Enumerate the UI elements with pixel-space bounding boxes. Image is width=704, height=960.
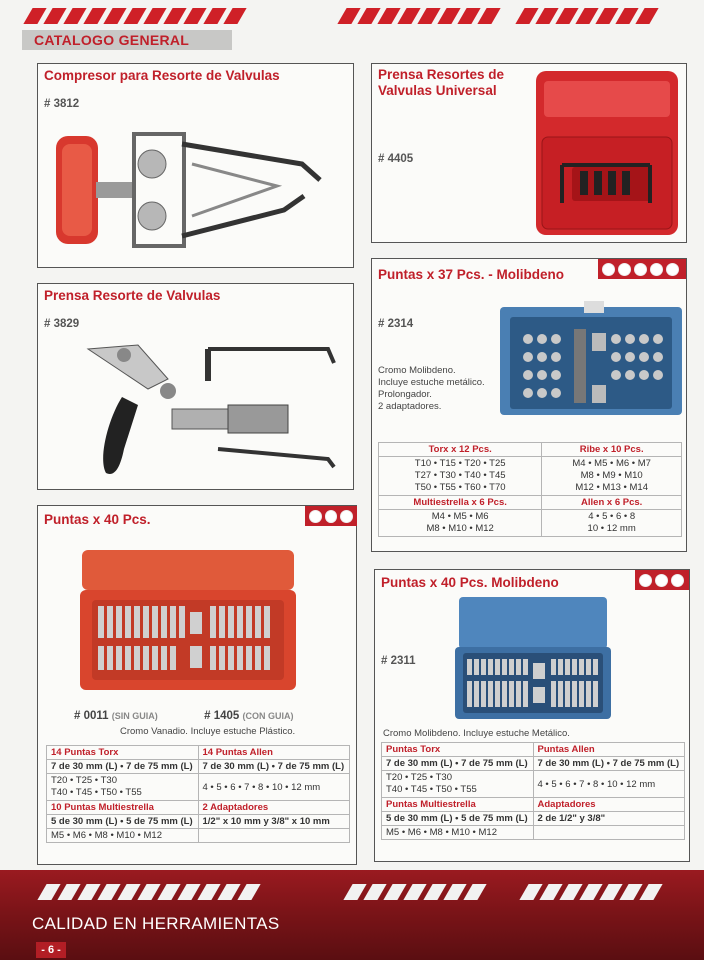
multiestrella-sizes: M5 • M6 • M8 • M10 • M12 bbox=[47, 829, 199, 843]
allen-lengths: 7 de 30 mm (L) • 7 de 75 mm (L) bbox=[533, 757, 685, 771]
product-title: Puntas x 37 Pcs. - Molibdeno bbox=[378, 267, 565, 282]
top-stripe-middle bbox=[342, 8, 496, 24]
product-description: Cromo Vanadio. Incluye estuche Plástico. bbox=[120, 726, 296, 737]
empty-cell bbox=[198, 829, 350, 843]
value-line: T20 • T25 • T30 bbox=[386, 772, 452, 783]
col-header-torx: Torx x 12 Pcs. bbox=[379, 443, 542, 457]
footer-stripe-left bbox=[42, 884, 256, 900]
col-header-multiestrella: Puntas Multiestrella bbox=[382, 798, 534, 812]
star-badge-icon bbox=[655, 574, 668, 587]
star-badge-icon bbox=[639, 574, 652, 587]
value-line: M4 • M5 • M6 • M7 bbox=[572, 458, 651, 469]
value-line: T40 • T45 • T50 • T55 bbox=[51, 787, 142, 798]
product-code: # 3829 bbox=[44, 318, 80, 330]
value-line: M8 • M10 • M12 bbox=[426, 523, 494, 534]
value-line: T40 • T45 • T50 • T55 bbox=[386, 784, 477, 795]
adaptadores-values: 2 de 1/2" y 3/8" bbox=[533, 812, 685, 826]
torx-sizes bbox=[382, 771, 534, 798]
allen-values bbox=[542, 510, 682, 537]
product-card-2314[interactable] bbox=[371, 258, 687, 552]
footer-slogan: CALIDAD EN HERRAMIENTAS bbox=[32, 914, 280, 933]
page-footer bbox=[0, 870, 704, 960]
dot-badge-icon bbox=[325, 510, 338, 523]
orange-case-40-image bbox=[78, 546, 298, 694]
code-0011-note: (SIN GUIA) bbox=[111, 711, 158, 721]
col-header-adaptadores: Adaptadores bbox=[533, 798, 685, 812]
footer-stripe-right bbox=[524, 884, 658, 900]
product-description bbox=[378, 365, 485, 413]
code-0011: # 0011 bbox=[74, 710, 109, 722]
specs-table-2311 bbox=[381, 742, 685, 840]
valve-spring-compressor-image bbox=[52, 124, 342, 254]
product-card-3812[interactable] bbox=[37, 63, 354, 268]
metal-case-37-image bbox=[498, 299, 684, 419]
ribe-values bbox=[542, 457, 682, 496]
product-code: # 4405 bbox=[378, 153, 414, 165]
value-line: T20 • T25 • T30 bbox=[51, 775, 117, 786]
specs-table-2314 bbox=[378, 442, 682, 537]
product-codes bbox=[74, 710, 294, 722]
value-line: M12 • M13 • M14 bbox=[575, 482, 648, 493]
col-header-allen: Puntas Allen bbox=[533, 743, 685, 757]
product-description: Cromo Molibdeno. Incluye estuche Metálico. bbox=[383, 728, 570, 739]
value-line: 4 • 5 • 6 • 8 bbox=[588, 511, 636, 522]
product-title: Puntas x 40 Pcs. bbox=[44, 512, 151, 527]
star-badge-icon bbox=[618, 263, 631, 276]
product-card-2311[interactable] bbox=[374, 569, 690, 862]
allen-sizes: 4 • 5 • 6 • 7 • 8 • 10 • 12 mm bbox=[198, 774, 350, 801]
multiestrella-lengths: 5 de 30 mm (L) • 5 de 75 mm (L) bbox=[47, 815, 199, 829]
star-badge-icon bbox=[650, 263, 663, 276]
desc-line: Cromo Molibdeno. bbox=[378, 365, 456, 376]
dot-badge-icon bbox=[340, 510, 353, 523]
quality-badges bbox=[305, 506, 357, 526]
empty-cell bbox=[533, 826, 685, 840]
torx-lengths: 7 de 30 mm (L) • 7 de 75 mm (L) bbox=[382, 757, 534, 771]
footer-stripe-middle bbox=[348, 884, 482, 900]
value-line: T50 • T55 • T60 • T70 bbox=[414, 482, 506, 493]
code-1405-note: (CON GUIA) bbox=[242, 711, 294, 721]
value-line: T27 • T30 • T40 • T45 bbox=[414, 470, 506, 481]
red-case-image bbox=[532, 67, 682, 239]
valve-spring-press-image bbox=[68, 329, 338, 479]
multiestrella-sizes: M5 • M6 • M8 • M10 • M12 bbox=[382, 826, 534, 840]
desc-line: 2 adaptadores. bbox=[378, 401, 442, 412]
product-title: Compresor para Resorte de Valvulas bbox=[44, 68, 280, 83]
catalog-title: CATALOGO GENERAL bbox=[34, 32, 190, 48]
value-line: T10 • T15 • T20 • T25 bbox=[414, 458, 506, 469]
product-title-line1: Prensa Resortes de bbox=[378, 67, 505, 82]
top-stripe-left bbox=[28, 8, 242, 24]
metal-case-40-image bbox=[453, 595, 613, 723]
allen-sizes: 4 • 5 • 6 • 7 • 8 • 10 • 12 mm bbox=[533, 771, 685, 798]
desc-line: Incluye estuche metálico. bbox=[378, 377, 485, 388]
col-header-allen: 14 Puntas Allen bbox=[198, 746, 350, 760]
value-line: M4 • M5 • M6 bbox=[431, 511, 489, 522]
specs-table-0011 bbox=[46, 745, 350, 843]
col-header-adaptadores: 2 Adaptadores bbox=[198, 801, 350, 815]
code-1405: # 1405 bbox=[204, 710, 240, 722]
col-header-torx: 14 Puntas Torx bbox=[47, 746, 199, 760]
multiestrella-lengths: 5 de 30 mm (L) • 5 de 75 mm (L) bbox=[382, 812, 534, 826]
star-badge-icon bbox=[634, 263, 647, 276]
quality-badges bbox=[598, 259, 686, 279]
dot-badge-icon bbox=[309, 510, 322, 523]
product-title: Puntas x 40 Pcs. Molibdeno bbox=[381, 575, 559, 590]
desc-line: Prolongador. bbox=[378, 389, 432, 400]
col-header-torx: Puntas Torx bbox=[382, 743, 534, 757]
col-header-allen: Allen x 6 Pcs. bbox=[542, 496, 682, 510]
product-code: # 3812 bbox=[44, 98, 80, 110]
top-stripe-right bbox=[520, 8, 654, 24]
product-title: Prensa Resorte de Valvulas bbox=[44, 288, 221, 303]
page-number: - 6 - bbox=[36, 942, 66, 958]
product-card-4405[interactable] bbox=[371, 63, 687, 243]
multiestrella-values bbox=[379, 510, 542, 537]
value-line: M8 • M9 • M10 bbox=[580, 470, 643, 481]
star-badge-icon bbox=[666, 263, 679, 276]
star-badge-icon bbox=[602, 263, 615, 276]
adaptadores-values: 1/2" x 10 mm y 3/8" x 10 mm bbox=[198, 815, 350, 829]
value-line: 10 • 12 mm bbox=[587, 523, 636, 534]
product-card-3829[interactable] bbox=[37, 283, 354, 490]
torx-values bbox=[379, 457, 542, 496]
star-badge-icon bbox=[671, 574, 684, 587]
catalog-header bbox=[22, 30, 232, 50]
product-code: # 2311 bbox=[381, 655, 416, 667]
product-title-line2: Valvulas Universal bbox=[378, 83, 497, 98]
product-code: # 2314 bbox=[378, 318, 414, 330]
col-header-multiestrella: Multiestrella x 6 Pcs. bbox=[379, 496, 542, 510]
allen-lengths: 7 de 30 mm (L) • 7 de 75 mm (L) bbox=[198, 760, 350, 774]
col-header-multiestrella: 10 Puntas Multiestrella bbox=[47, 801, 199, 815]
col-header-ribe: Ribe x 10 Pcs. bbox=[542, 443, 682, 457]
torx-lengths: 7 de 30 mm (L) • 7 de 75 mm (L) bbox=[47, 760, 199, 774]
product-card-0011[interactable] bbox=[37, 505, 357, 865]
torx-sizes bbox=[47, 774, 199, 801]
quality-badges bbox=[635, 570, 689, 590]
